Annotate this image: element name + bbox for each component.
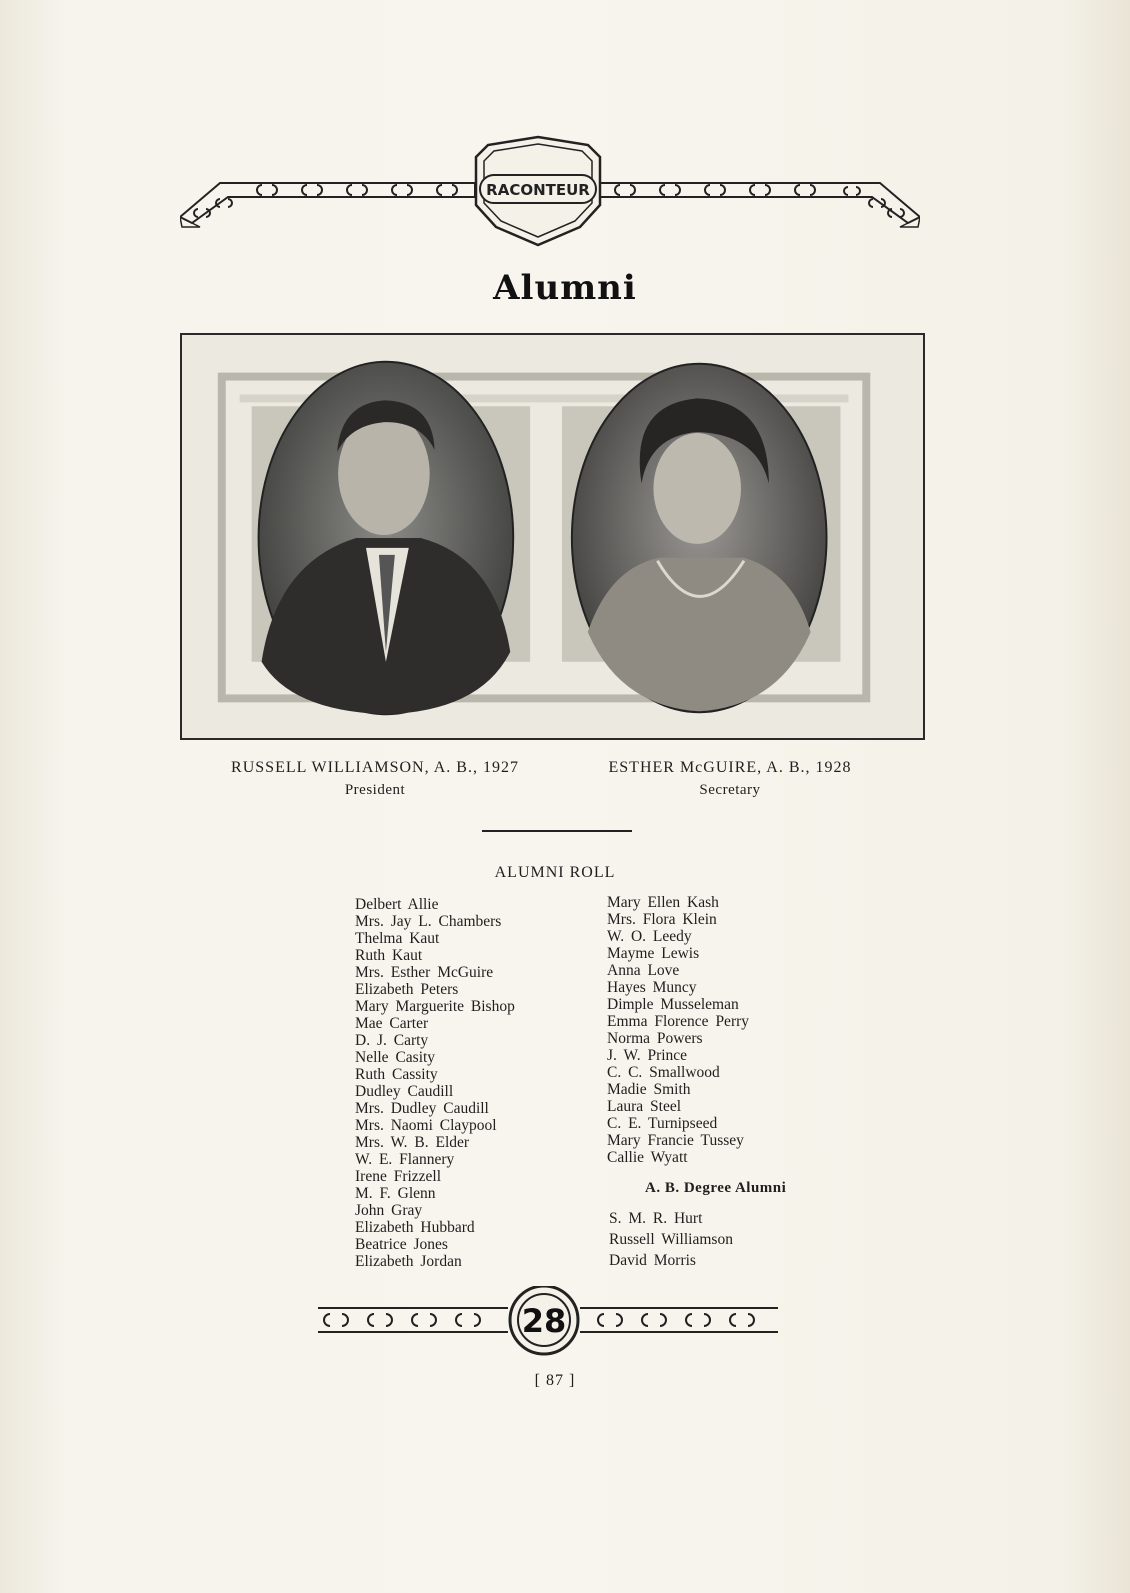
alumni-roll-right-column <box>607 894 749 1166</box>
list-item: Laura Steel <box>607 1098 682 1115</box>
list-item: Mrs. W. B. Elder <box>355 1134 470 1151</box>
ab-degree-alumni-heading: A. B. Degree Alumni <box>645 1180 787 1196</box>
page-number: [ 87 ] <box>534 1372 576 1389</box>
list-item: Emma Florence Perry <box>607 1013 750 1030</box>
year-28-ornament <box>318 1286 778 1366</box>
list-item: Nelle Casity <box>355 1049 436 1066</box>
list-item: Elizabeth Hubbard <box>355 1219 475 1236</box>
list-item: David Morris <box>609 1252 696 1269</box>
list-item: J. W. Prince <box>607 1047 688 1064</box>
list-item: Norma Powers <box>607 1030 703 1047</box>
page-title: Alumni <box>493 268 637 308</box>
list-item: C. C. Smallwood <box>607 1064 720 1081</box>
list-item: Madie Smith <box>607 1081 691 1098</box>
raconteur-emblem-text: RACONTEUR <box>486 181 590 199</box>
officer-name: ESTHER McGUIRE, A. B., 1928 <box>608 759 852 776</box>
list-item: Mae Carter <box>355 1015 429 1032</box>
raconteur-banner-ornament <box>180 135 920 250</box>
list-item: Elizabeth Jordan <box>355 1253 462 1270</box>
officer-name: RUSSELL WILLIAMSON, A. B., 1927 <box>231 759 519 776</box>
list-item: S. M. R. Hurt <box>609 1210 703 1227</box>
alumni-roll-left-column <box>355 896 515 1270</box>
list-item: D. J. Carty <box>355 1032 429 1049</box>
list-item: Russell Williamson <box>609 1231 733 1248</box>
list-item: Mary Marguerite Bishop <box>355 998 515 1015</box>
list-item: Mrs. Flora Klein <box>607 911 717 928</box>
list-item: Ruth Cassity <box>355 1066 438 1083</box>
list-item: W. O. Leedy <box>607 928 692 945</box>
section-divider <box>482 830 632 832</box>
officer-role: President <box>344 782 406 798</box>
list-item: Delbert Allie <box>355 896 439 913</box>
alumni-roll-heading: ALUMNI ROLL <box>494 864 616 881</box>
ab-degree-alumni-list <box>609 1208 733 1271</box>
list-item: Irene Frizzell <box>355 1168 442 1185</box>
list-item: Mrs. Naomi Claypool <box>355 1117 497 1134</box>
list-item: M. F. Glenn <box>355 1185 436 1202</box>
list-item: Dudley Caudill <box>355 1083 454 1100</box>
year-emblem-text: 28 <box>521 1302 567 1340</box>
list-item: Elizabeth Peters <box>355 981 459 998</box>
list-item: Beatrice Jones <box>355 1236 448 1253</box>
officer-caption-secretary <box>580 757 880 801</box>
list-item: Mrs. Dudley Caudill <box>355 1100 489 1117</box>
list-item: Mrs. Esther McGuire <box>355 964 494 981</box>
list-item: Mary Ellen Kash <box>607 894 719 911</box>
list-item: W. E. Flannery <box>355 1151 455 1168</box>
list-item: Anna Love <box>607 962 680 979</box>
portrait-esther-mcguire <box>572 364 827 713</box>
officer-caption-president <box>200 757 550 801</box>
list-item: Dimple Musseleman <box>607 996 739 1013</box>
list-item: C. E. Turnipseed <box>607 1115 718 1132</box>
list-item: Thelma Kaut <box>355 930 440 947</box>
officer-portraits-panel <box>180 333 925 740</box>
list-item: Mary Francie Tussey <box>607 1132 744 1149</box>
portrait-russell-williamson <box>259 362 514 715</box>
list-item: John Gray <box>355 1202 423 1219</box>
list-item: Hayes Muncy <box>607 979 697 996</box>
list-item: Mayme Lewis <box>607 945 700 962</box>
officer-role: Secretary <box>699 782 761 798</box>
list-item: Ruth Kaut <box>355 947 423 964</box>
list-item: Callie Wyatt <box>607 1149 688 1166</box>
list-item: Mrs. Jay L. Chambers <box>355 913 502 930</box>
